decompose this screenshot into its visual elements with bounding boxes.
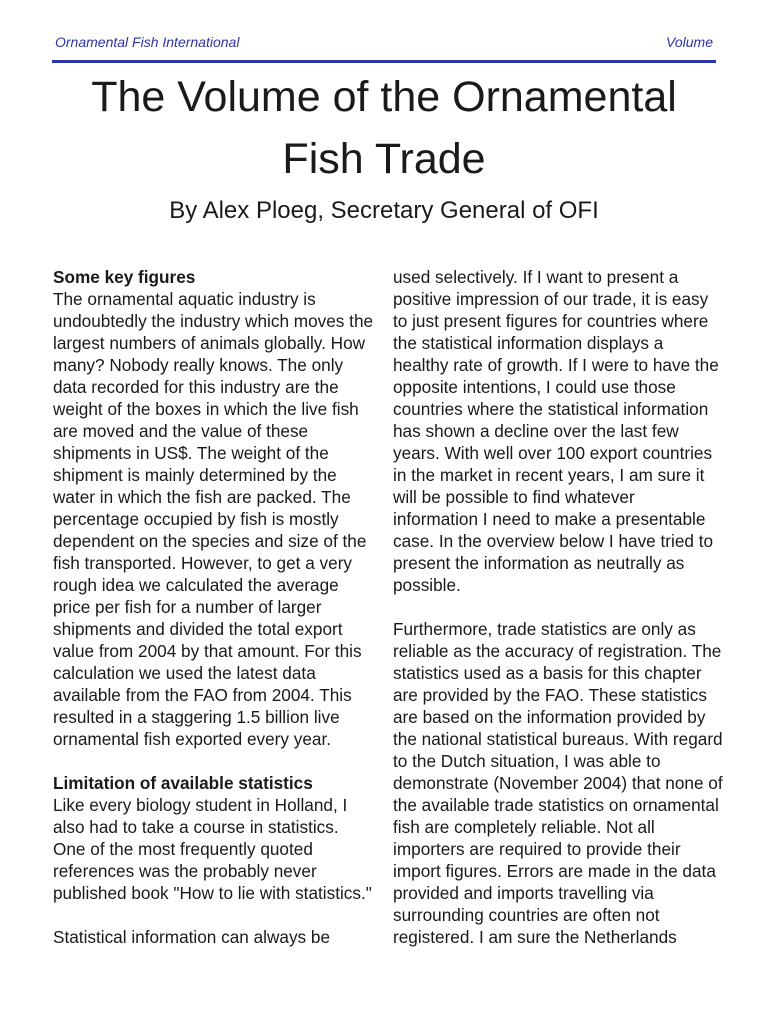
- section-limitations: [53, 772, 375, 904]
- publication-name: Ornamental Fish International: [55, 34, 240, 50]
- title-line-2: Fish Trade: [282, 135, 486, 183]
- section-heading: Limitation of available statistics: [53, 773, 313, 793]
- right-column: [393, 266, 723, 970]
- title-line-1: The Volume of the Ornamental: [91, 73, 677, 121]
- header-divider: [52, 60, 716, 63]
- paragraph: Furthermore, trade statistics are only as reliable as the accuracy of registration. The statistics used as a basis for this chapter are provided by the FAO. These statistics are based on the information provided by the national statistical bureaus. With regard to the Dutch situation, I was able to demonstrate (November 2004) that none of the available trade statistics on ornamental fish are completely reliable. Not all importers are required to provide their import figures. Errors are made in the data provided and imports travelling via surrounding countries are often not registered. I am sure the Netherlands: [393, 619, 723, 947]
- running-header: [55, 31, 713, 53]
- article-byline: By Alex Ploeg, Secretary General of OFI: [169, 197, 599, 224]
- section-key-figures: [53, 266, 375, 750]
- paragraph: Statistical information can always be: [53, 927, 331, 947]
- left-column: [53, 266, 375, 970]
- section-heading: Some key figures: [53, 267, 196, 287]
- paragraph: Like every biology student in Holland, I also had to take a course in statistics. One of the most frequently quoted references was the probably never published book "How to lie with statistics.": [53, 795, 372, 903]
- section-name: Volume: [666, 34, 713, 50]
- paragraph: The ornamental aquatic industry is undoubtedly the industry which moves the largest numbers of animals globally. How many? Nobody really knows. The only data recorded for this industry are the weight of the boxes in which the live fish are moved and the value of these shipments in US$. The weight of the shipment is mainly determined by the water in which the fish are packed. The percentage occupied by fish is mostly dependent on the species and size of the fish transported. However, to get a very rough idea we calculated the average price per fish for a number of larger shipments and divided the total export value from 2004 by that amount. For this calculation we used the latest data available from the FAO from 2004. This resulted in a staggering 1.5 billion live ornamental fish exported every year.: [53, 289, 374, 749]
- article-title: [40, 66, 728, 190]
- paragraph: used selectively. If I want to present a positive impression of our trade, it is easy to just present figures for countries where the statistical information displays a healthy rate of growth. If I were to have the opposite intentions, I could use those countries where the statistical information has shown a decline over the last few years. With well over 100 export countries in the market in recent years, I am sure it will be possible to find whatever information I need to make a presentable case. In the overview below I have tried to present the information as neutrally as possible.: [393, 267, 719, 595]
